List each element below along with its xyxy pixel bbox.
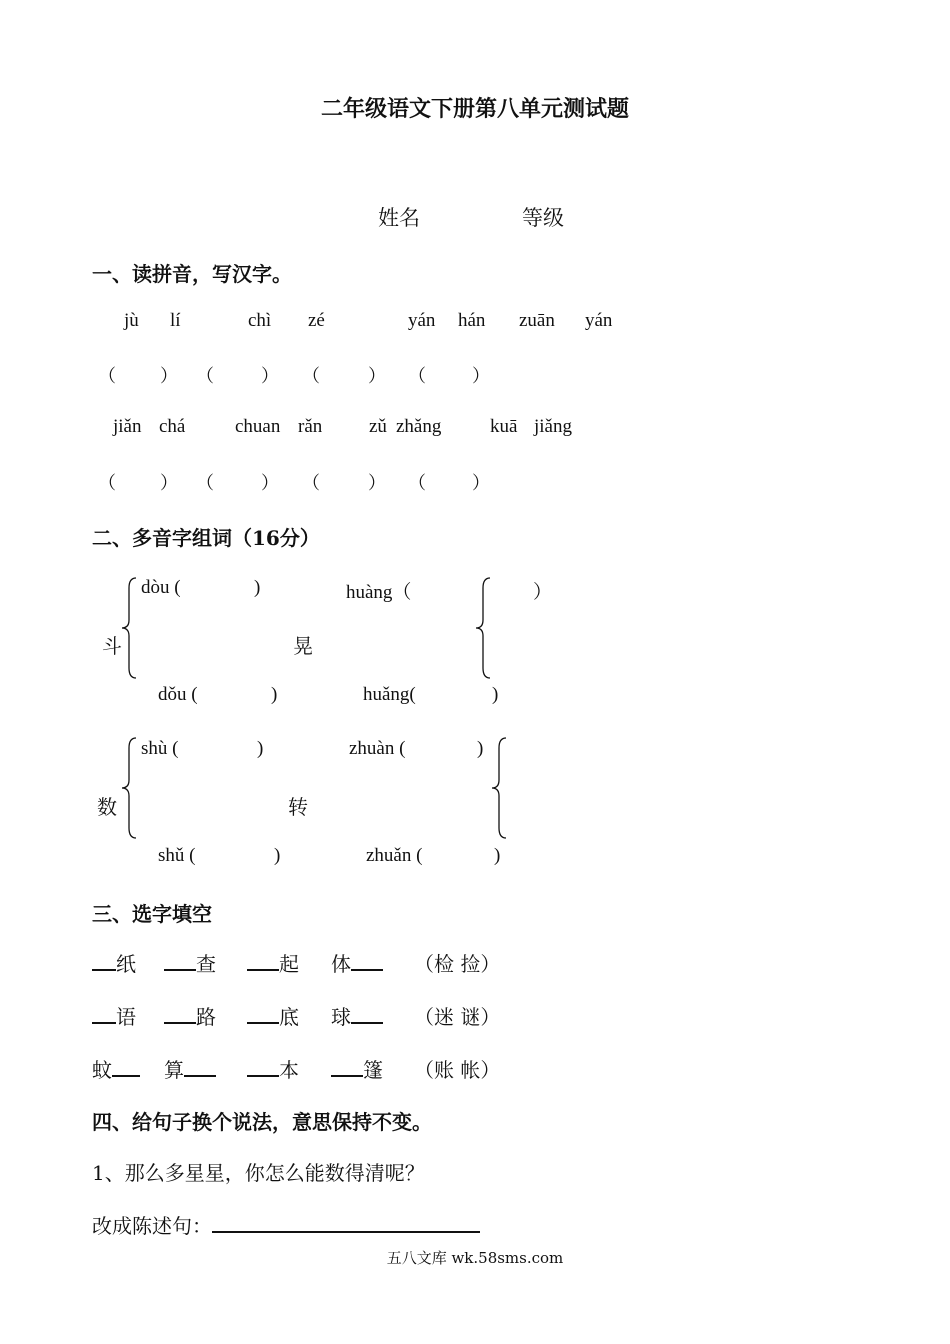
- fill-item: 本: [247, 1054, 299, 1083]
- pinyin: jiǎng: [534, 416, 572, 437]
- answer-paren-close: ）: [472, 366, 490, 387]
- answer-blank[interactable]: [92, 1004, 116, 1024]
- pinyin-option: dǒu (: [158, 684, 198, 705]
- answer-blank[interactable]: [247, 1057, 279, 1077]
- paren-close: ): [254, 577, 261, 598]
- fill-item: 蚊: [92, 1054, 140, 1083]
- answer-paren-open: （: [196, 473, 214, 494]
- fill-item: 球: [331, 1001, 383, 1030]
- answer-paren-close: ）: [261, 473, 279, 494]
- answer-blank[interactable]: [184, 1057, 216, 1077]
- question-1: 1、那么多星星，你怎么能数得清呢？: [92, 1161, 425, 1185]
- answer-paren-open: （: [302, 473, 320, 494]
- pinyin: rǎn: [298, 416, 323, 437]
- fill-item: 篷: [331, 1054, 383, 1083]
- polyphone-char: 转: [288, 795, 308, 819]
- answer-blank[interactable]: [112, 1057, 140, 1077]
- pinyin-option: zhuǎn (: [366, 845, 423, 866]
- answer-line: [92, 1210, 480, 1239]
- fill-item: 底: [247, 1001, 299, 1030]
- pinyin: zuān: [519, 310, 555, 331]
- paren-close: ): [494, 845, 501, 866]
- answer-paren-close: ）: [160, 366, 178, 387]
- answer-paren-close: ）: [368, 473, 386, 494]
- pinyin-option: huàng（: [346, 582, 412, 603]
- answer-paren-open: （: [98, 366, 116, 387]
- brace-icon: [120, 578, 140, 678]
- paren-close: ）: [533, 582, 553, 603]
- answer-paren-open: （: [408, 366, 426, 387]
- answer-blank[interactable]: [164, 1004, 196, 1024]
- answer-paren-close: ）: [472, 473, 490, 494]
- answer-blank[interactable]: [212, 1213, 480, 1233]
- section1-heading: 一、读拼音，写汉字。: [92, 262, 292, 286]
- section3-heading: 三、选字填空: [92, 902, 212, 926]
- answer-label: 改成陈述句：: [92, 1214, 212, 1238]
- brace-icon: [474, 578, 494, 678]
- brace-icon: [120, 738, 140, 838]
- polyphone-char: 晃: [293, 634, 313, 658]
- paren-close: ): [271, 684, 278, 705]
- paren-close: ): [477, 738, 484, 759]
- answer-blank[interactable]: [331, 1057, 363, 1077]
- pinyin: yán: [408, 310, 436, 331]
- answer-paren-close: ）: [160, 473, 178, 494]
- paren-close: ): [492, 684, 499, 705]
- pinyin: zhǎng: [396, 416, 442, 437]
- pinyin: chá: [159, 416, 186, 437]
- char-options: （检 捡）: [414, 952, 501, 976]
- answer-blank[interactable]: [247, 1004, 279, 1024]
- answer-paren-open: （: [196, 366, 214, 387]
- pinyin: jiǎn: [113, 416, 142, 437]
- fill-item: 算: [164, 1054, 216, 1083]
- pinyin: chuan: [235, 416, 281, 437]
- pinyin-option: shǔ (: [158, 845, 196, 866]
- fill-item: 路: [164, 1001, 216, 1030]
- answer-blank[interactable]: [164, 951, 196, 971]
- fill-item: 纸: [92, 948, 136, 977]
- pinyin: yán: [585, 310, 613, 331]
- answer-blank[interactable]: [351, 951, 383, 971]
- answer-paren-close: ）: [261, 366, 279, 387]
- answer-paren-open: （: [98, 473, 116, 494]
- fill-item: 起: [247, 948, 299, 977]
- pinyin: zé: [308, 310, 325, 331]
- fill-item: 语: [92, 1001, 136, 1030]
- char-options: （迷 谜）: [414, 1005, 501, 1029]
- section2-heading: 二、多音字组词（16分）: [92, 526, 320, 550]
- name-label: 姓名: [378, 206, 420, 230]
- fill-item: 查: [164, 948, 216, 977]
- pinyin: lí: [170, 310, 181, 331]
- answer-paren-open: （: [408, 473, 426, 494]
- pinyin-option: shù (: [141, 738, 179, 759]
- paren-close: ): [257, 738, 264, 759]
- section4-heading: 四、给句子换个说法，意思保持不变。: [92, 1110, 432, 1134]
- answer-blank[interactable]: [247, 951, 279, 971]
- brace-icon: [490, 738, 510, 838]
- pinyin: zǔ: [369, 416, 387, 437]
- polyphone-char: 斗: [102, 634, 122, 658]
- answer-paren-close: ）: [368, 366, 386, 387]
- page-title: 二年级语文下册第八单元测试题: [320, 96, 629, 122]
- pinyin-option: huǎng(: [363, 684, 416, 705]
- pinyin: chì: [248, 310, 272, 331]
- footer-watermark: 五八文库 wk.58sms.com: [386, 1249, 564, 1267]
- answer-blank[interactable]: [92, 951, 116, 971]
- pinyin-option: dòu (: [141, 577, 181, 598]
- paren-close: ): [274, 845, 281, 866]
- pinyin: hán: [458, 310, 486, 331]
- pinyin: jù: [124, 310, 139, 331]
- answer-paren-open: （: [302, 366, 320, 387]
- fill-item: 体: [331, 948, 383, 977]
- char-options: （账 帐）: [414, 1058, 501, 1082]
- polyphone-char: 数: [97, 795, 117, 819]
- pinyin: kuā: [490, 416, 518, 437]
- answer-blank[interactable]: [351, 1004, 383, 1024]
- pinyin-option: zhuàn (: [349, 738, 406, 759]
- grade-label: 等级: [522, 206, 564, 230]
